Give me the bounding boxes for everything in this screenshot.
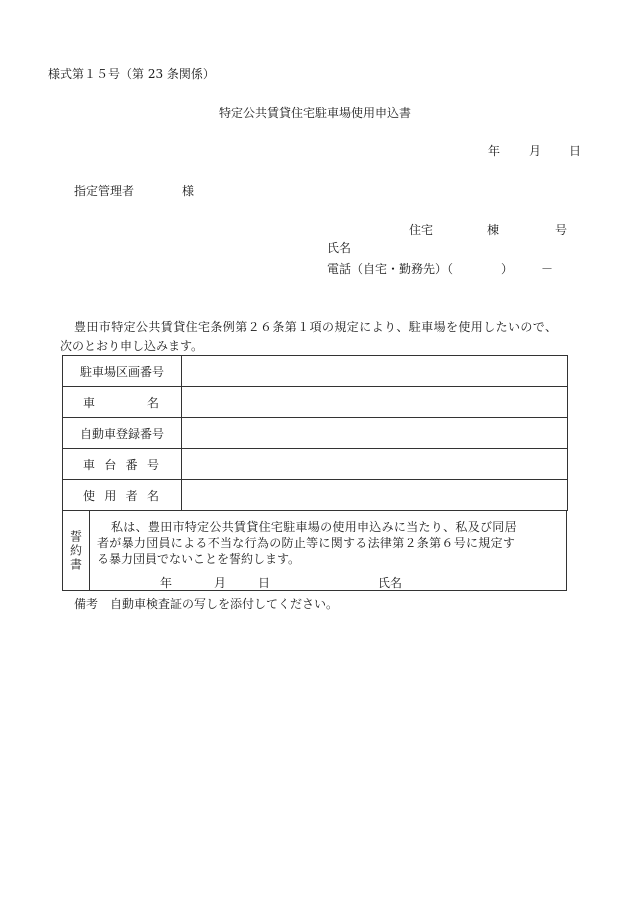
- chassis-number-field[interactable]: [182, 449, 568, 480]
- pledge-line-3: る暴力団員でないことを誓約します。: [97, 552, 301, 566]
- pledge-month-label: 月: [214, 576, 227, 590]
- unit-number-label: 号: [555, 223, 568, 237]
- registration-number-label: 自動車登録番号: [63, 418, 182, 449]
- table-row: [63, 356, 568, 387]
- pledge-year-label: 年: [160, 576, 173, 590]
- pledge-line-2: 者が暴力団員による不当な行為の防止等に関する法律第２条第６号に規定す: [97, 536, 516, 550]
- remarks-line: [74, 597, 338, 611]
- table-row: [63, 418, 568, 449]
- pledge-day-label: 日: [258, 576, 271, 590]
- statement-line-2: 次のとおり申し込みます。: [60, 339, 204, 353]
- registration-number-field[interactable]: [182, 418, 568, 449]
- building-label: 棟: [487, 223, 500, 237]
- user-name-field[interactable]: [182, 480, 568, 511]
- remarks-text: 自動車検査証の写しを添付してください。: [110, 597, 339, 611]
- table-row: [63, 480, 568, 511]
- table-row: [63, 387, 568, 418]
- pledge-text: [97, 519, 563, 567]
- application-table: [62, 355, 568, 511]
- car-model-field[interactable]: [182, 387, 568, 418]
- date-day-label: 日: [569, 144, 582, 158]
- user-name-label: 使 用 者 名: [63, 480, 182, 511]
- date-month-label: 月: [529, 144, 542, 158]
- pledge-label: 誓約書: [63, 511, 90, 590]
- phone-label: 電話（自宅・勤務先）（: [327, 262, 454, 276]
- applicant-name-label: 氏名: [327, 241, 352, 255]
- phone-paren-close: ）: [501, 262, 514, 276]
- pledge-line-1: 私は、豊田市特定公共賃貸住宅駐車場の使用申込みに当たり、私及び同居: [111, 520, 517, 534]
- statement-line-1: 豊田市特定公共賃貸住宅条例第２６条第１項の規定により、駐車場を使用したいので、: [74, 320, 558, 334]
- date-year-label: 年: [488, 144, 501, 158]
- application-statement: [60, 318, 580, 356]
- pledge-section: [62, 510, 567, 591]
- addressee-label: 指定管理者: [74, 184, 135, 198]
- phone-dash: －: [541, 262, 554, 276]
- remarks-label: 備考: [74, 597, 99, 611]
- parking-space-number-field[interactable]: [182, 356, 568, 387]
- pledge-name-label: 氏名: [378, 576, 403, 590]
- address-label: 住宅: [409, 223, 434, 237]
- chassis-number-label: 車 台 番 号: [63, 449, 182, 480]
- parking-space-number-label: 駐車場区画番号: [63, 356, 182, 387]
- table-row: [63, 449, 568, 480]
- addressee-line: [74, 184, 194, 198]
- addressee-honorific: 様: [182, 184, 195, 198]
- form-number: 様式第１５号（第 23 条関係）: [48, 67, 215, 81]
- document-title: 特定公共賃貸住宅駐車場使用申込書: [218, 106, 411, 120]
- car-model-label: 車 名: [63, 387, 182, 418]
